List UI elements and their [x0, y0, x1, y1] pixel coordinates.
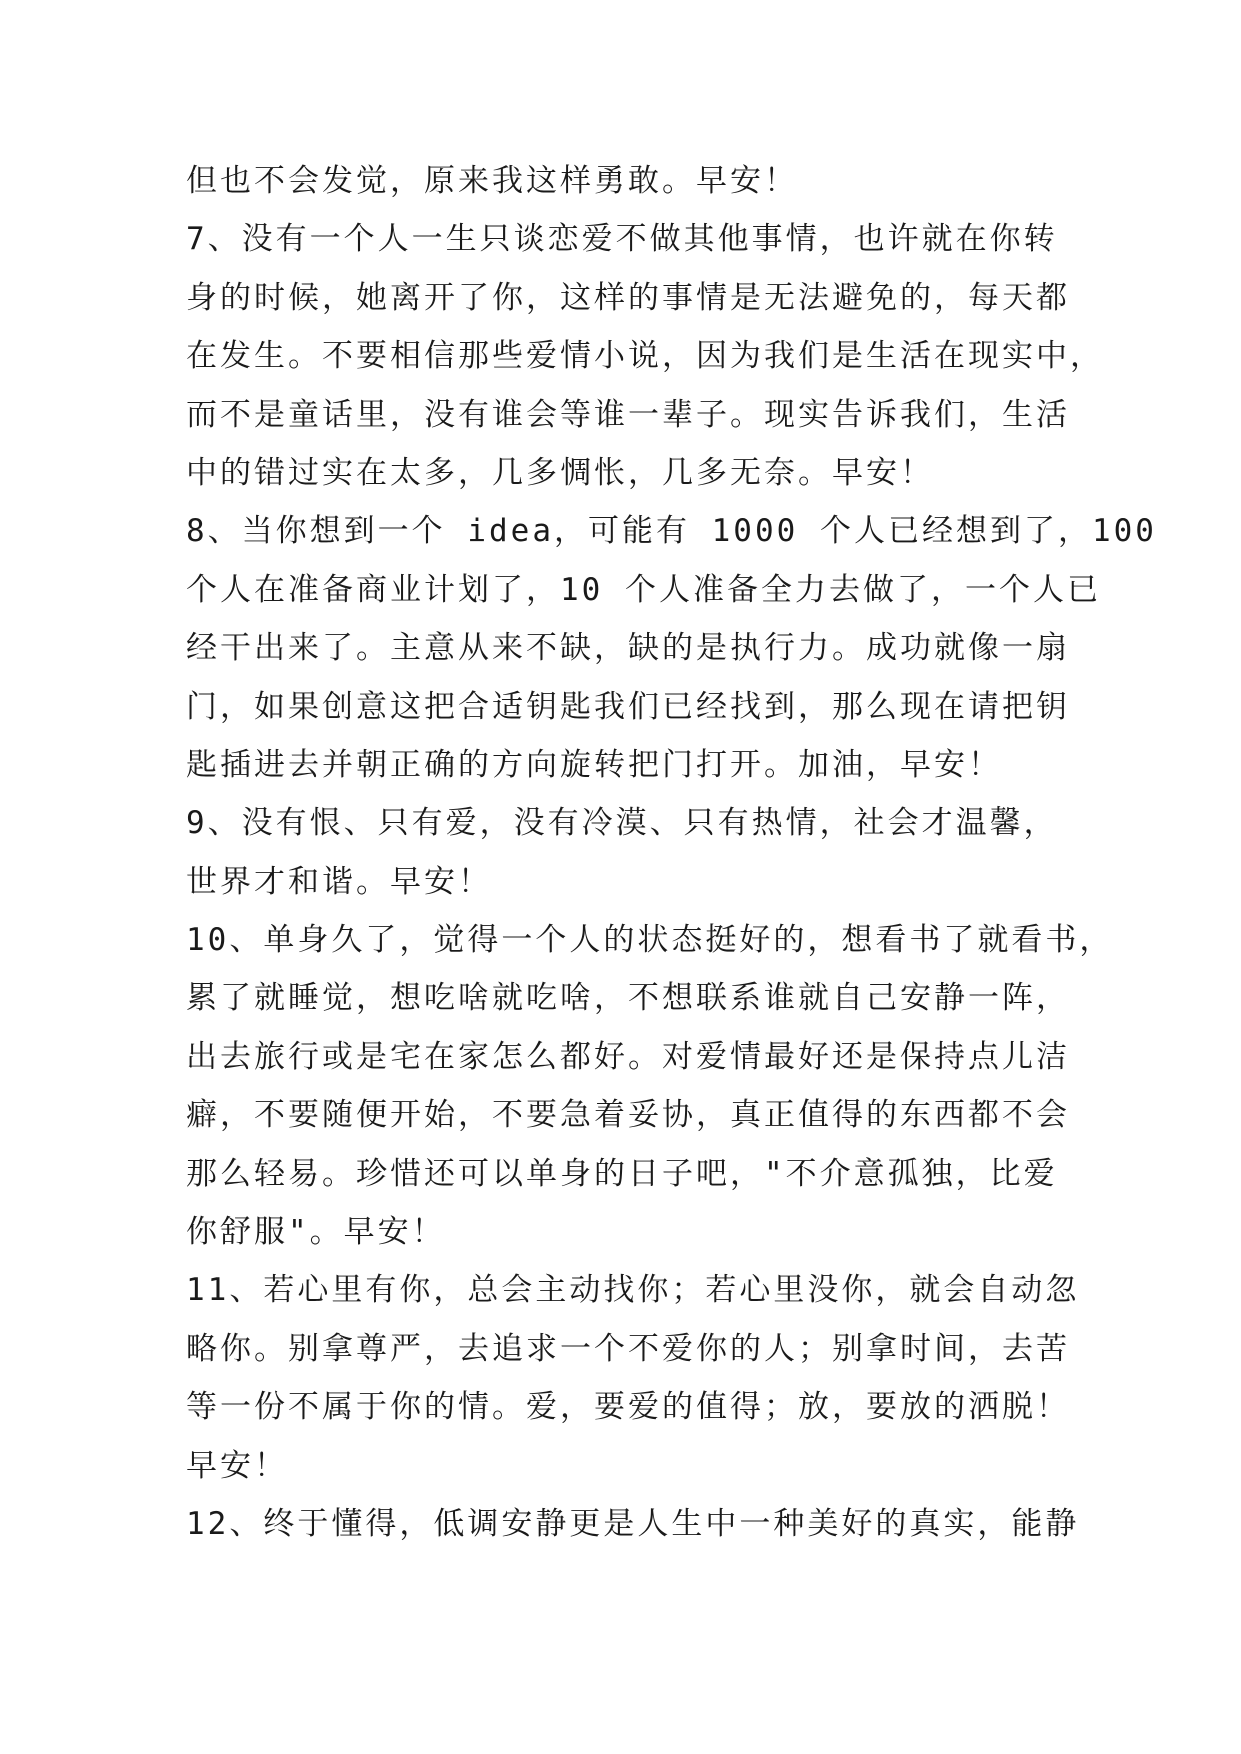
text-line: 9、没有恨、只有爱，没有冷漠、只有热情，社会才温馨，: [186, 805, 1058, 842]
body-text: [186, 152, 1157, 1553]
text-line: 但也不会发觉，原来我这样勇敢。早安！: [186, 163, 798, 199]
text-line: 早安！: [186, 1447, 288, 1484]
text-line: 匙插进去并朝正确的方向旋转把门打开。加油，早安！: [186, 746, 1002, 783]
text-line: 等一份不属于你的情。爱，要爱的值得；放，要放的洒脱！: [186, 1389, 1070, 1426]
text-line: 那么轻易。珍惜还可以单身的日子吧，"不介意孤独，比爱: [186, 1155, 1058, 1192]
text-line: 7、没有一个人一生只谈恋爱不做其他事情，也许就在你转: [186, 221, 1058, 258]
text-line: 你舒服"。早安！: [186, 1214, 446, 1251]
text-line: 10、单身久了，觉得一个人的状态挺好的，想看书了就看书，: [186, 922, 1114, 959]
text-line: 12、终于懂得，低调安静更是人生中一种美好的真实，能静: [186, 1505, 1080, 1542]
text-line: 在发生。不要相信那些爱情小说，因为我们是生活在现实中，: [186, 338, 1104, 375]
text-line: 出去旅行或是宅在家怎么都好。对爱情最好还是保持点儿洁: [186, 1038, 1070, 1075]
text-line: 身的时候，她离开了你，这样的事情是无法避免的，每天都: [186, 279, 1070, 316]
text-line: 癖，不要随便开始，不要急着妥协，真正值得的东西都不会: [186, 1097, 1070, 1134]
text-line: 经干出来了。主意从来不缺，缺的是执行力。成功就像一扇: [186, 630, 1070, 667]
text-line: 8、当你想到一个 idea，可能有 1000 个人已经想到了，100: [186, 513, 1157, 550]
text-line: 世界才和谐。早安！: [186, 863, 492, 900]
text-line: 个人在准备商业计划了，10 个人准备全力去做了，一个人已: [186, 571, 1101, 608]
text-line: 11、若心里有你，总会主动找你；若心里没你，就会自动忽: [186, 1272, 1080, 1309]
text-line: 门，如果创意这把合适钥匙我们已经找到，那么现在请把钥: [186, 688, 1070, 725]
text-line: 略你。别拿尊严，去追求一个不爱你的人；别拿时间，去苦: [186, 1330, 1070, 1367]
text-line: 中的错过实在太多，几多惆怅，几多无奈。早安！: [186, 454, 934, 491]
text-line: 累了就睡觉，想吃啥就吃啥，不想联系谁就自己安静一阵，: [186, 980, 1070, 1017]
text-line: 而不是童话里，没有谁会等谁一辈子。现实告诉我们，生活: [186, 396, 1070, 433]
